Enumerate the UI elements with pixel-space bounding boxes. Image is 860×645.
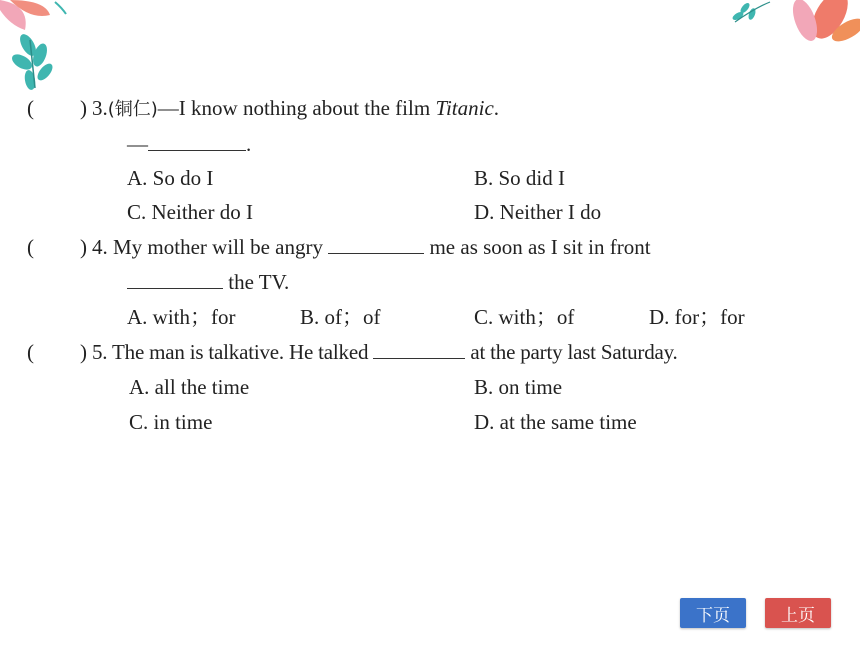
q5-stem-text: The man is talkative. He talked [112,340,374,364]
q4-option-d: D. for；for [649,305,745,329]
q4-option-b: B. of；of [300,305,381,329]
q5-stem-text-2: at the party last Saturday. [465,340,678,364]
q3-option-c: C. Neither do I [127,200,253,224]
q5-option-c: C. in time [129,410,213,434]
q3-option-b: B. So did I [474,166,566,190]
q3-number: 3. [92,96,108,120]
q4-answer-paren-open: ( [27,235,34,259]
q3-stem-text: —I know nothing about the film [157,96,436,120]
q4-stem-text-3: the TV. [223,270,290,294]
q5-blank [373,340,465,359]
q4-stem-text: My mother will be angry [113,235,329,259]
q5-option-b: B. on time [474,375,563,399]
q5-answer-paren-close: ) [80,340,87,364]
previous-page-button[interactable]: 上页 [765,598,831,628]
q3-reply [127,131,251,157]
q4-number: 4. [92,235,108,259]
q4-stem-text-2: me as soon as I sit in front [424,235,651,259]
q4-option-c: C. with；of [474,305,575,329]
leaf-decoration-icon [0,0,90,95]
q4-stem [92,234,651,260]
q5-option-d: D. at the same time [474,410,637,434]
q3-stem-end: . [493,96,500,120]
q4-blank-2 [127,270,223,289]
q3-option-a: A. So do I [127,166,214,190]
next-page-button[interactable]: 下页 [680,598,746,628]
q3-source: (铜仁) [107,99,158,120]
q5-answer-paren-open: ( [27,340,34,364]
q3-stem [92,95,499,123]
q4-option-a: A. with；for [127,305,236,329]
q4-stem-line-2 [127,269,289,295]
q4-answer-paren-close: ) [80,235,87,259]
q5-number: 5. [92,340,108,364]
q4-blank-1 [328,235,424,254]
q3-reply-blank [148,132,246,151]
leaf-decoration-right-icon [730,0,860,70]
q5-option-a: A. all the time [129,375,250,399]
q3-reply-dash: — [127,132,148,156]
q5-stem [92,339,678,365]
q3-stem-italic: Titanic [435,96,494,120]
q3-reply-end: . [246,132,252,156]
q3-answer-paren-close: ) [80,96,87,120]
q3-answer-paren-open: ( [27,96,34,120]
q3-option-d: D. Neither I do [474,200,602,224]
